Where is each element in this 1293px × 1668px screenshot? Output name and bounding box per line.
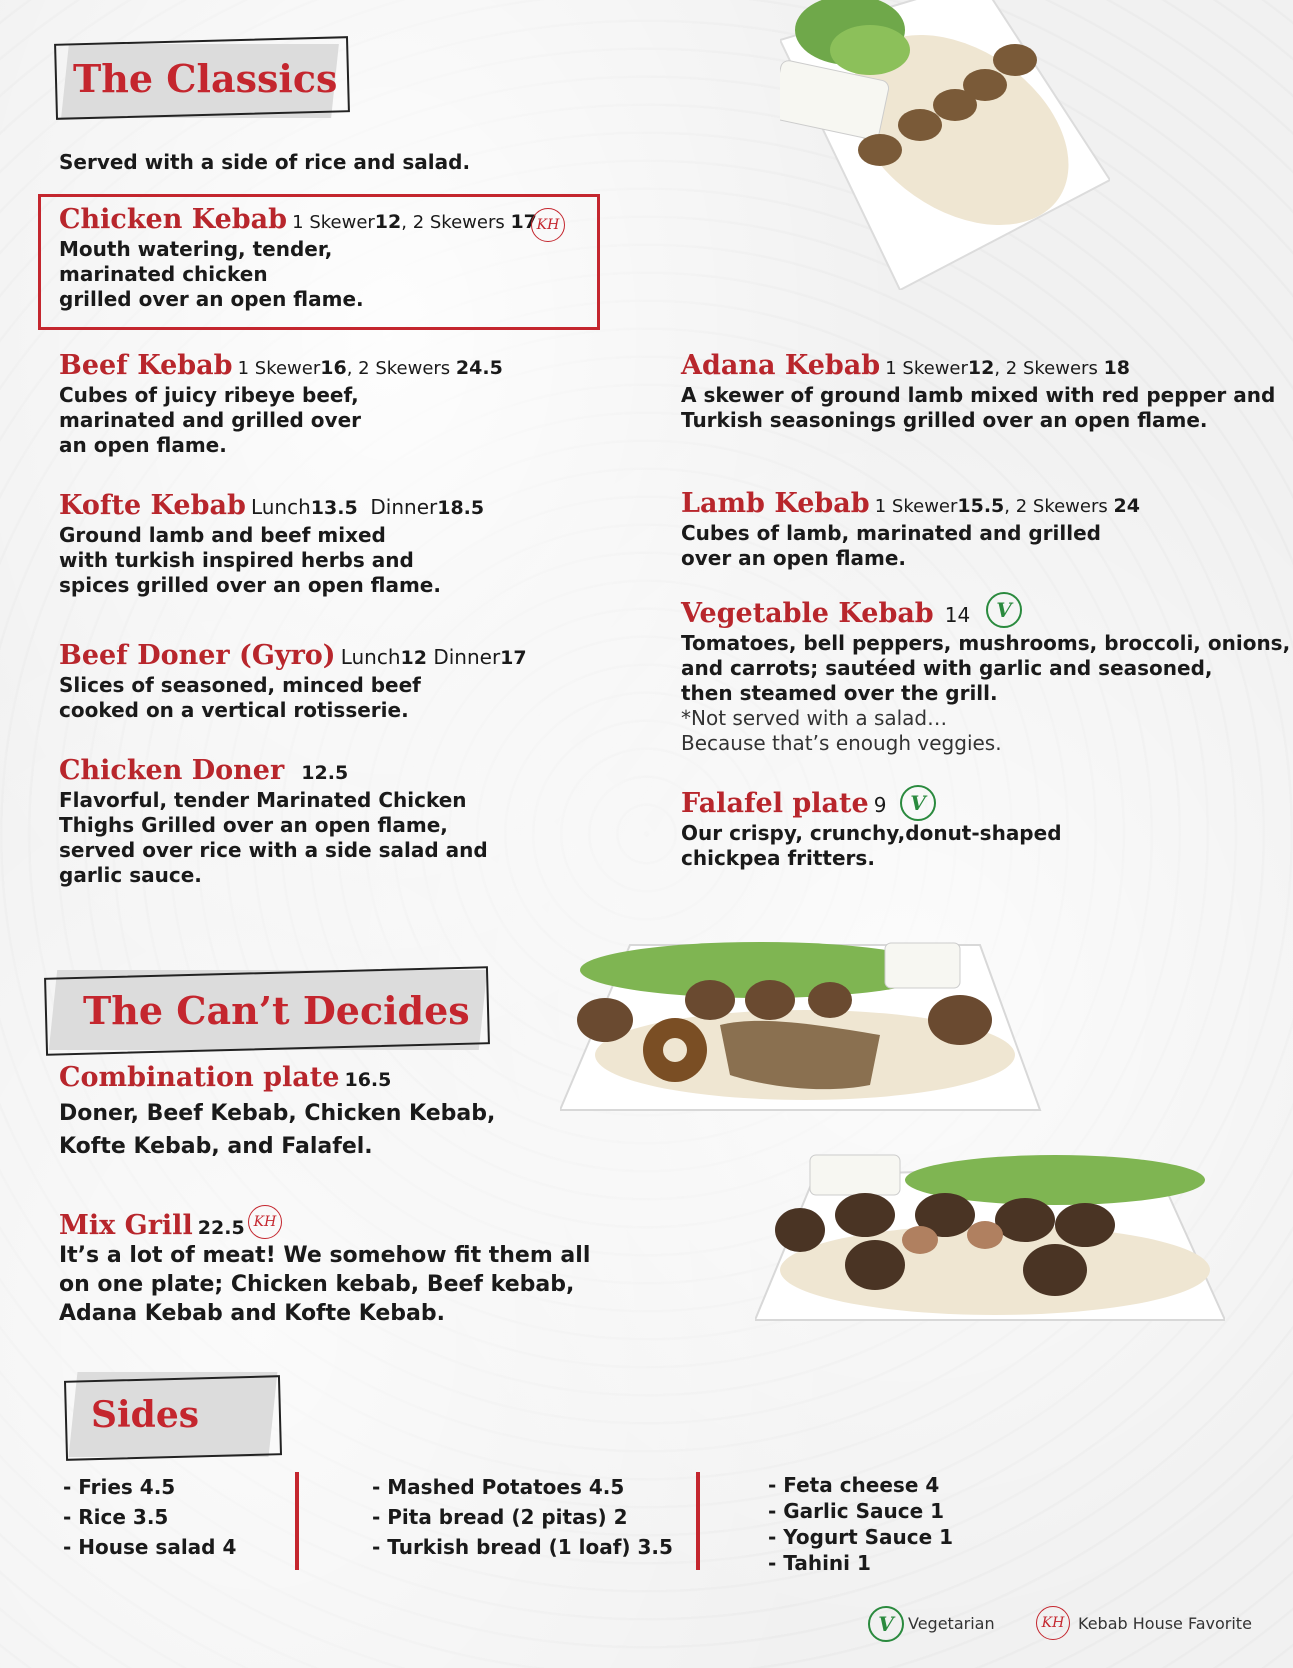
chicken-kebab-plate-image	[780, 0, 1110, 290]
item-name: Kofte Kebab	[59, 490, 246, 521]
item-description: It’s a lot of meat! We somehow fit them all on one plate; Chicken kebab, Beef kebab, Adana Kebab and Kofte Kebab.	[59, 1243, 591, 1326]
menu-item-beef-kebab	[59, 350, 503, 458]
item-description: Cubes of juicy ribeye beef, marinated and grilled over an open flame.	[59, 383, 362, 457]
kebab-house-favorite-icon: KH	[531, 208, 565, 242]
item-price: Lunch13.5 Dinner18.5	[250, 495, 485, 519]
item-name: Vegetable Kebab	[681, 598, 934, 629]
item-name: Beef Kebab	[59, 350, 233, 381]
classics-title: The Classics	[73, 56, 338, 101]
item-name: Combination plate	[59, 1062, 340, 1093]
sides-column-2: - Mashed Potatoes 4.5 - Pita bread (2 pitas) 2 - Turkish bread (1 loaf) 3.5	[372, 1475, 673, 1559]
item-price: Lunch12 Dinner17	[340, 645, 527, 669]
menu-item-adana-kebab	[681, 350, 1275, 433]
classics-banner	[55, 40, 355, 122]
mix-grill-plate-image	[755, 1145, 1225, 1325]
sides-divider	[696, 1472, 700, 1570]
item-name: Lamb Kebab	[681, 488, 870, 519]
menu-item-combination-plate	[59, 1062, 495, 1163]
item-name: Beef Doner (Gyro)	[59, 640, 336, 671]
legend-vegetarian: Vegetarian	[908, 1614, 995, 1633]
vegetarian-icon: V	[986, 592, 1022, 628]
vegetarian-icon: V	[868, 1606, 904, 1642]
sides-column-1: - Fries 4.5 - Rice 3.5 - House salad 4	[63, 1475, 237, 1559]
item-description: Ground lamb and beef mixed with turkish inspired herbs and spices grilled over an open flame.	[59, 523, 441, 597]
item-name: Chicken Kebab	[59, 204, 288, 235]
item-name: Adana Kebab	[681, 350, 881, 381]
cant-decides-title: The Can’t Decides	[83, 988, 470, 1033]
item-description: Slices of seasoned, minced beef cooked on a vertical rotisserie.	[59, 673, 421, 722]
sides-title: Sides	[91, 1394, 200, 1436]
item-name: Falafel plate	[681, 788, 869, 819]
menu-item-chicken-kebab	[59, 204, 537, 312]
vegetarian-icon: V	[900, 785, 936, 821]
sides-column-3: - Feta cheese 4 - Garlic Sauce 1 - Yogurt Sauce 1 - Tahini 1	[768, 1473, 954, 1575]
item-price: 1 Skewer15.5, 2 Skewers 24	[874, 495, 1140, 517]
kebab-house-favorite-icon: KH	[1036, 1606, 1070, 1640]
item-price: 9	[873, 793, 887, 817]
item-description: Cubes of lamb, marinated and grilled over an open flame.	[681, 521, 1101, 570]
item-name: Mix Grill	[59, 1210, 193, 1241]
item-price: 1 Skewer12, 2 Skewers 18	[885, 357, 1131, 379]
sides-divider	[295, 1472, 299, 1570]
sides-banner	[65, 1372, 290, 1462]
item-description: Mouth watering, tender, marinated chicken grilled over an open flame.	[59, 237, 364, 311]
item-price: 16.5	[344, 1069, 392, 1091]
item-description: Tomatoes, bell peppers, mushrooms, broccoli, onions, and carrots; sautéed with garlic and seasoned, then steamed over the grill.	[681, 631, 1291, 705]
item-price: 1 Skewer16, 2 Skewers 24.5	[237, 357, 503, 379]
item-name: Chicken Doner	[59, 755, 285, 786]
item-description: Flavorful, tender Marinated Chicken Thighs Grilled over an open flame, served over rice with a side salad and garlic sauce.	[59, 788, 488, 887]
menu-item-chicken-doner	[59, 755, 488, 888]
item-price: 12.5	[301, 762, 349, 784]
cant-decides-banner	[45, 970, 495, 1052]
menu-item-falafel-plate	[681, 788, 1062, 871]
menu-item-vegetable-kebab	[681, 598, 1290, 756]
menu-item-kofte-kebab	[59, 490, 484, 598]
kebab-house-favorite-icon: KH	[248, 1205, 282, 1239]
legend-favorite: Kebab House Favorite	[1078, 1614, 1252, 1633]
item-description: Our crispy, crunchy,donut-shaped chickpea fritters.	[681, 821, 1062, 870]
menu-item-lamb-kebab	[681, 488, 1140, 571]
classics-intro: Served with a side of rice and salad.	[59, 150, 471, 174]
combination-plate-image	[560, 935, 1045, 1115]
item-note: *Not served with a salad… Because that’s enough veggies.	[681, 706, 1002, 755]
menu-item-beef-doner	[59, 640, 527, 723]
item-price: 1 Skewer12, 2 Skewers 17	[292, 211, 537, 233]
menu-item-mix-grill	[59, 1210, 590, 1328]
item-price: 14	[944, 603, 971, 627]
item-description: Doner, Beef Kebab, Chicken Kebab, Kofte Kebab, and Falafel.	[59, 1101, 496, 1159]
item-price: 22.5	[197, 1217, 245, 1239]
item-description: A skewer of ground lamb mixed with red pepper and Turkish seasonings grilled over an open flame.	[681, 383, 1276, 432]
